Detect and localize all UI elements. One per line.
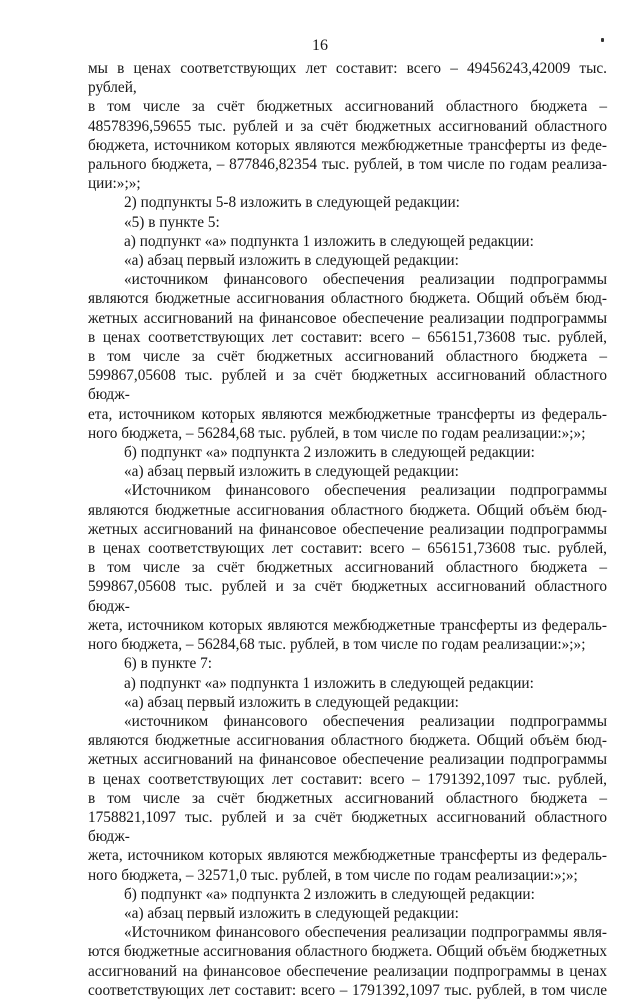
text-line: в том числе за счёт бюджетных ассигнований областного бюджета – (88, 98, 607, 116)
text-line: жета, источником которых являются межбюджетные трансферты из федераль- (88, 616, 607, 634)
text-line: жета, источником которых являются межбюджетные трансферты из федераль- (88, 847, 607, 865)
text-line: 2) подпункты 5-8 изложить в следующей редакции: (124, 194, 460, 212)
text-line: ного бюджета, – 56284,68 тыс. рублей, в том числе по годам реализации:»;»; (88, 636, 586, 654)
text-line: являются бюджетные ассигнования областного бюджета. Общий объём бюд- (88, 732, 607, 750)
text-line: 599867,05608 тыс. рублей и за счёт бюджетных ассигнований областного бюдж- (88, 578, 607, 615)
page-number: 16 (312, 37, 328, 54)
text-line: в ценах соответствующих лет составит: всего – 1791392,1097 тыс. рублей, (88, 770, 607, 788)
text-line: ного бюджета, – 56284,68 тыс. рублей, в том числе по годам реализации:»;»; (88, 424, 586, 442)
text-line: 48578396,59655 тыс. рублей и за счёт бюджетных ассигнований областного (88, 117, 607, 135)
text-line: мы в ценах соответствующих лет составит: всего – 49456243,42009 тыс. рублей, (88, 60, 607, 97)
text-line: «а) абзац первый изложить в следующей редакции: (124, 252, 459, 270)
text-line: в том числе за счёт бюджетных ассигнований областного бюджета – (88, 559, 607, 577)
text-line: ются бюджетные ассигнования областного бюджета. Общий объём бюджетных (88, 943, 607, 961)
text-line: а) подпункт «а» подпункта 1 изложить в следующей редакции: (124, 674, 534, 692)
text-line: «источником финансового обеспечения реализации подпрограммы (124, 271, 607, 289)
text-line: б) подпункт «а» подпункта 2 изложить в следующей редакции: (124, 444, 535, 462)
text-line: являются бюджетные ассигнования областного бюджета. Общий объём бюд- (88, 501, 607, 519)
text-line: «Источником финансового обеспечения реализации подпрограммы (124, 482, 607, 500)
text-line: в том числе за счёт бюджетных ассигнований областного бюджета – (88, 789, 607, 807)
text-line: ции:»;»; (88, 175, 141, 193)
text-line: 599867,05608 тыс. рублей и за счёт бюджетных ассигнований областного бюдж- (88, 367, 607, 404)
text-line: жетных ассигнований на финансовое обеспечение реализации подпрограммы (88, 751, 607, 769)
text-line: 1758821,1097 тыс. рублей и за счёт бюджетных ассигнований областного бюдж- (88, 808, 607, 846)
text-line: являются бюджетные ассигнования областного бюджета. Общий объём бюд- (88, 290, 607, 308)
scan-speck (601, 38, 604, 42)
text-line: «а) абзац первый изложить в следующей редакции: (124, 904, 459, 922)
text-line: в ценах соответствующих лет составит: всего – 656151,73608 тыс. рублей, (88, 328, 607, 346)
text-line: ета, источником которых являются межбюджетные трансферты из федераль- (88, 405, 607, 423)
text-line: а) подпункт «а» подпункта 1 изложить в следующей редакции: (124, 232, 534, 250)
text-line: соответствующих лет составит: всего – 1791392,1097 тыс. рублей, в том числе (88, 981, 607, 999)
text-line: «Источником финансового обеспечения реализации подпрограммы явля- (124, 924, 607, 942)
document-body (88, 59, 607, 1000)
text-line: ассигнований на финансовое обеспечение реализации подпрограммы в ценах (88, 962, 607, 980)
text-line: жетных ассигнований на финансовое обеспечение реализации подпрограммы (88, 309, 607, 327)
text-line: «5) в пункте 5: (124, 213, 220, 231)
text-line: 6) в пункте 7: (124, 655, 213, 673)
text-line: ного бюджета, – 32571,0 тыс. рублей, в том числе по годам реализации:»;»; (88, 866, 578, 884)
text-line: «а) абзац первый изложить в следующей редакции: (124, 463, 459, 481)
text-line: рального бюджета, – 877846,82354 тыс. рублей, в том числе по годам реализа- (88, 156, 607, 174)
text-line: бюджета, источником которых являются межбюджетные трансферты из феде- (88, 136, 607, 154)
text-line: «источником финансового обеспечения реализации подпрограммы (124, 712, 607, 730)
text-line: «а) абзац первый изложить в следующей редакции: (124, 693, 459, 711)
text-line: в том числе за счёт бюджетных ассигнований областного бюджета – (88, 348, 607, 366)
text-line: б) подпункт «а» подпункта 2 изложить в следующей редакции: (124, 885, 535, 903)
text-line: жетных ассигнований на финансовое обеспечение реализации подпрограммы (88, 520, 607, 538)
text-line: в ценах соответствующих лет составит: всего – 656151,73608 тыс. рублей, (88, 540, 607, 558)
